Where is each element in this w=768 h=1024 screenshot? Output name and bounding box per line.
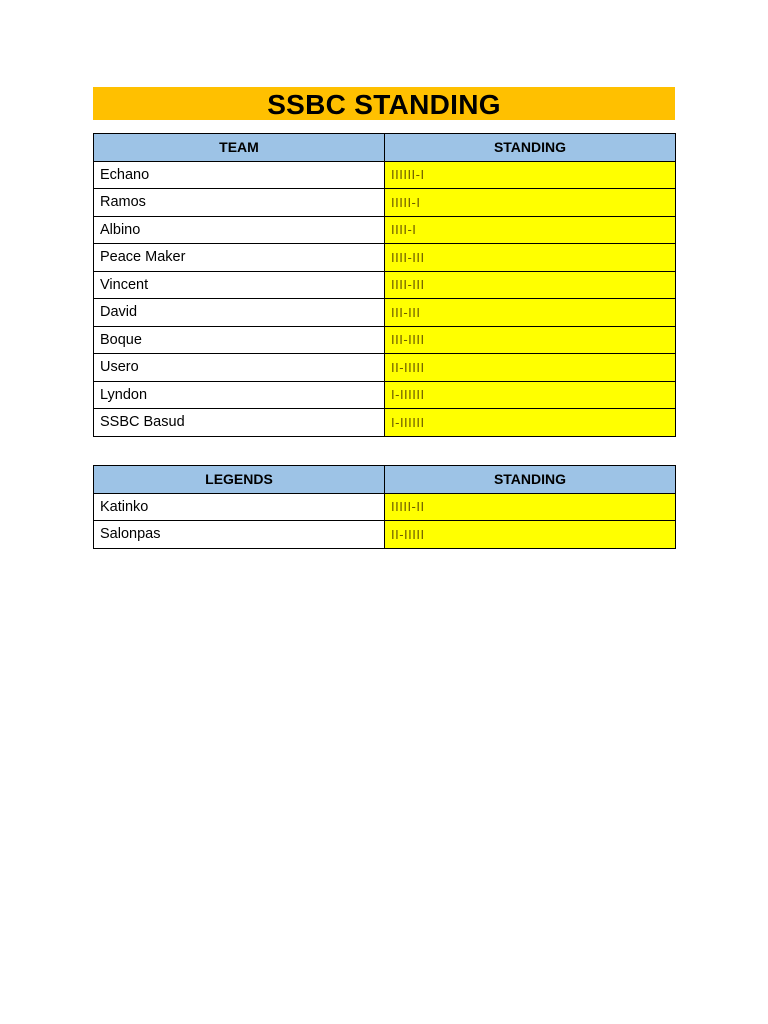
table-row — [94, 409, 676, 437]
team-name-cell: Ramos — [94, 189, 385, 217]
team-name-cell: Vincent — [94, 271, 385, 299]
column-header-legends: LEGENDS — [94, 466, 385, 494]
standing-cell: III-III — [385, 299, 676, 327]
table-row — [94, 521, 676, 549]
table-row — [94, 271, 676, 299]
page-title: SSBC STANDING — [93, 87, 675, 120]
table-header-row — [94, 466, 676, 494]
standing-cell: I-IIIIII — [385, 381, 676, 409]
standing-cell: II-IIIII — [385, 354, 676, 382]
table-row — [94, 299, 676, 327]
table-row — [94, 216, 676, 244]
table-row — [94, 354, 676, 382]
table-header-row — [94, 134, 676, 162]
table-row — [94, 189, 676, 217]
team-name-cell: SSBC Basud — [94, 409, 385, 437]
standing-cell: IIII-III — [385, 244, 676, 272]
team-name-cell: Lyndon — [94, 381, 385, 409]
standing-cell: IIII-III — [385, 271, 676, 299]
standing-cell: IIIII-II — [385, 493, 676, 521]
standing-cell: IIIIII-I — [385, 161, 676, 189]
legends-standings-table — [93, 465, 676, 549]
team-name-cell: Echano — [94, 161, 385, 189]
standing-cell: IIIII-I — [385, 189, 676, 217]
legend-name-cell: Katinko — [94, 493, 385, 521]
table-row — [94, 161, 676, 189]
table-row — [94, 381, 676, 409]
table-row — [94, 244, 676, 272]
table-row — [94, 493, 676, 521]
team-name-cell: Usero — [94, 354, 385, 382]
standing-cell: II-IIIII — [385, 521, 676, 549]
standing-cell: I-IIIIII — [385, 409, 676, 437]
standing-cell: III-IIII — [385, 326, 676, 354]
column-header-standing: STANDING — [385, 466, 676, 494]
table-row — [94, 326, 676, 354]
team-name-cell: David — [94, 299, 385, 327]
team-name-cell: Peace Maker — [94, 244, 385, 272]
team-standings-table — [93, 133, 676, 437]
team-name-cell: Albino — [94, 216, 385, 244]
legend-name-cell: Salonpas — [94, 521, 385, 549]
team-name-cell: Boque — [94, 326, 385, 354]
standing-cell: IIII-I — [385, 216, 676, 244]
column-header-team: TEAM — [94, 134, 385, 162]
column-header-standing: STANDING — [385, 134, 676, 162]
